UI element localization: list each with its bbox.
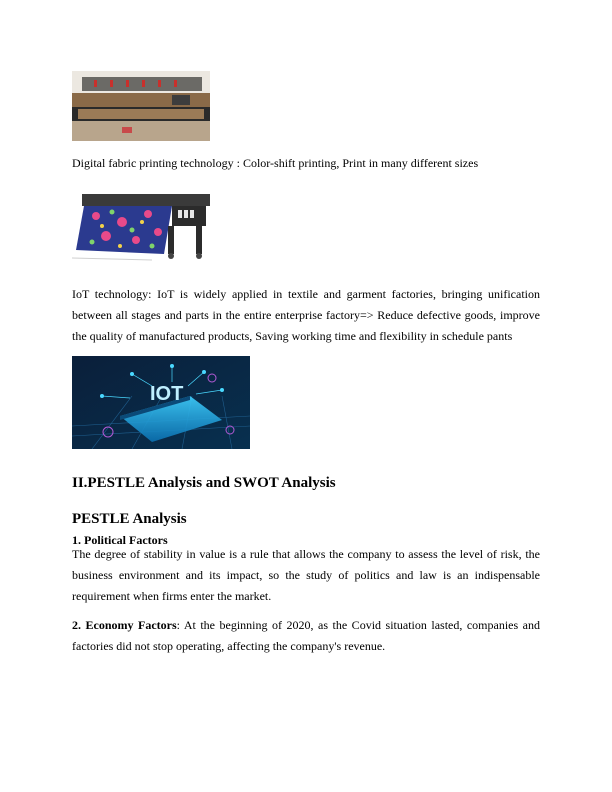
section-heading: II.PESTLE Analysis and SWOT Analysis <box>72 475 336 491</box>
iot-illustration <box>72 356 250 449</box>
textile-printer-illustration <box>72 192 210 262</box>
economy-factors-paragraph <box>72 615 540 657</box>
iot-image <box>72 356 250 449</box>
iot-image-label: IOT <box>150 383 184 405</box>
iot-paragraph: IoT technology: IoT is widely applied in textile and garment factories, bringing unification between all stages and parts in the entire enterprise factory=> Reduce defective goods, improve the quality of manufactured products, Saving working time and flexibility in schedule pants <box>72 287 540 343</box>
economy-factors-heading: 2. Economy Factors <box>72 618 177 632</box>
economy-factors-text: : At the beginning of 2020, as the Covid situation lasted, companies and factories did not stop operating, affecting the company's revenue. <box>72 618 541 653</box>
political-factors-heading: 1. Political Factors <box>72 533 168 547</box>
fabric-printing-caption: Digital fabric printing technology : Color-shift printing, Print in many different sizes <box>72 156 479 170</box>
textile-printer-image <box>72 192 210 262</box>
embroidery-machine-image <box>72 71 210 141</box>
political-factors-text: The degree of stability in value is a rule that allows the company to assess the level of risk, the business environment and its impact, so the study of politics and law is an indispensable requirement when firms enter the market. <box>72 547 540 603</box>
subsection-heading: PESTLE Analysis <box>72 511 187 527</box>
embroidery-machine-illustration <box>72 71 210 141</box>
